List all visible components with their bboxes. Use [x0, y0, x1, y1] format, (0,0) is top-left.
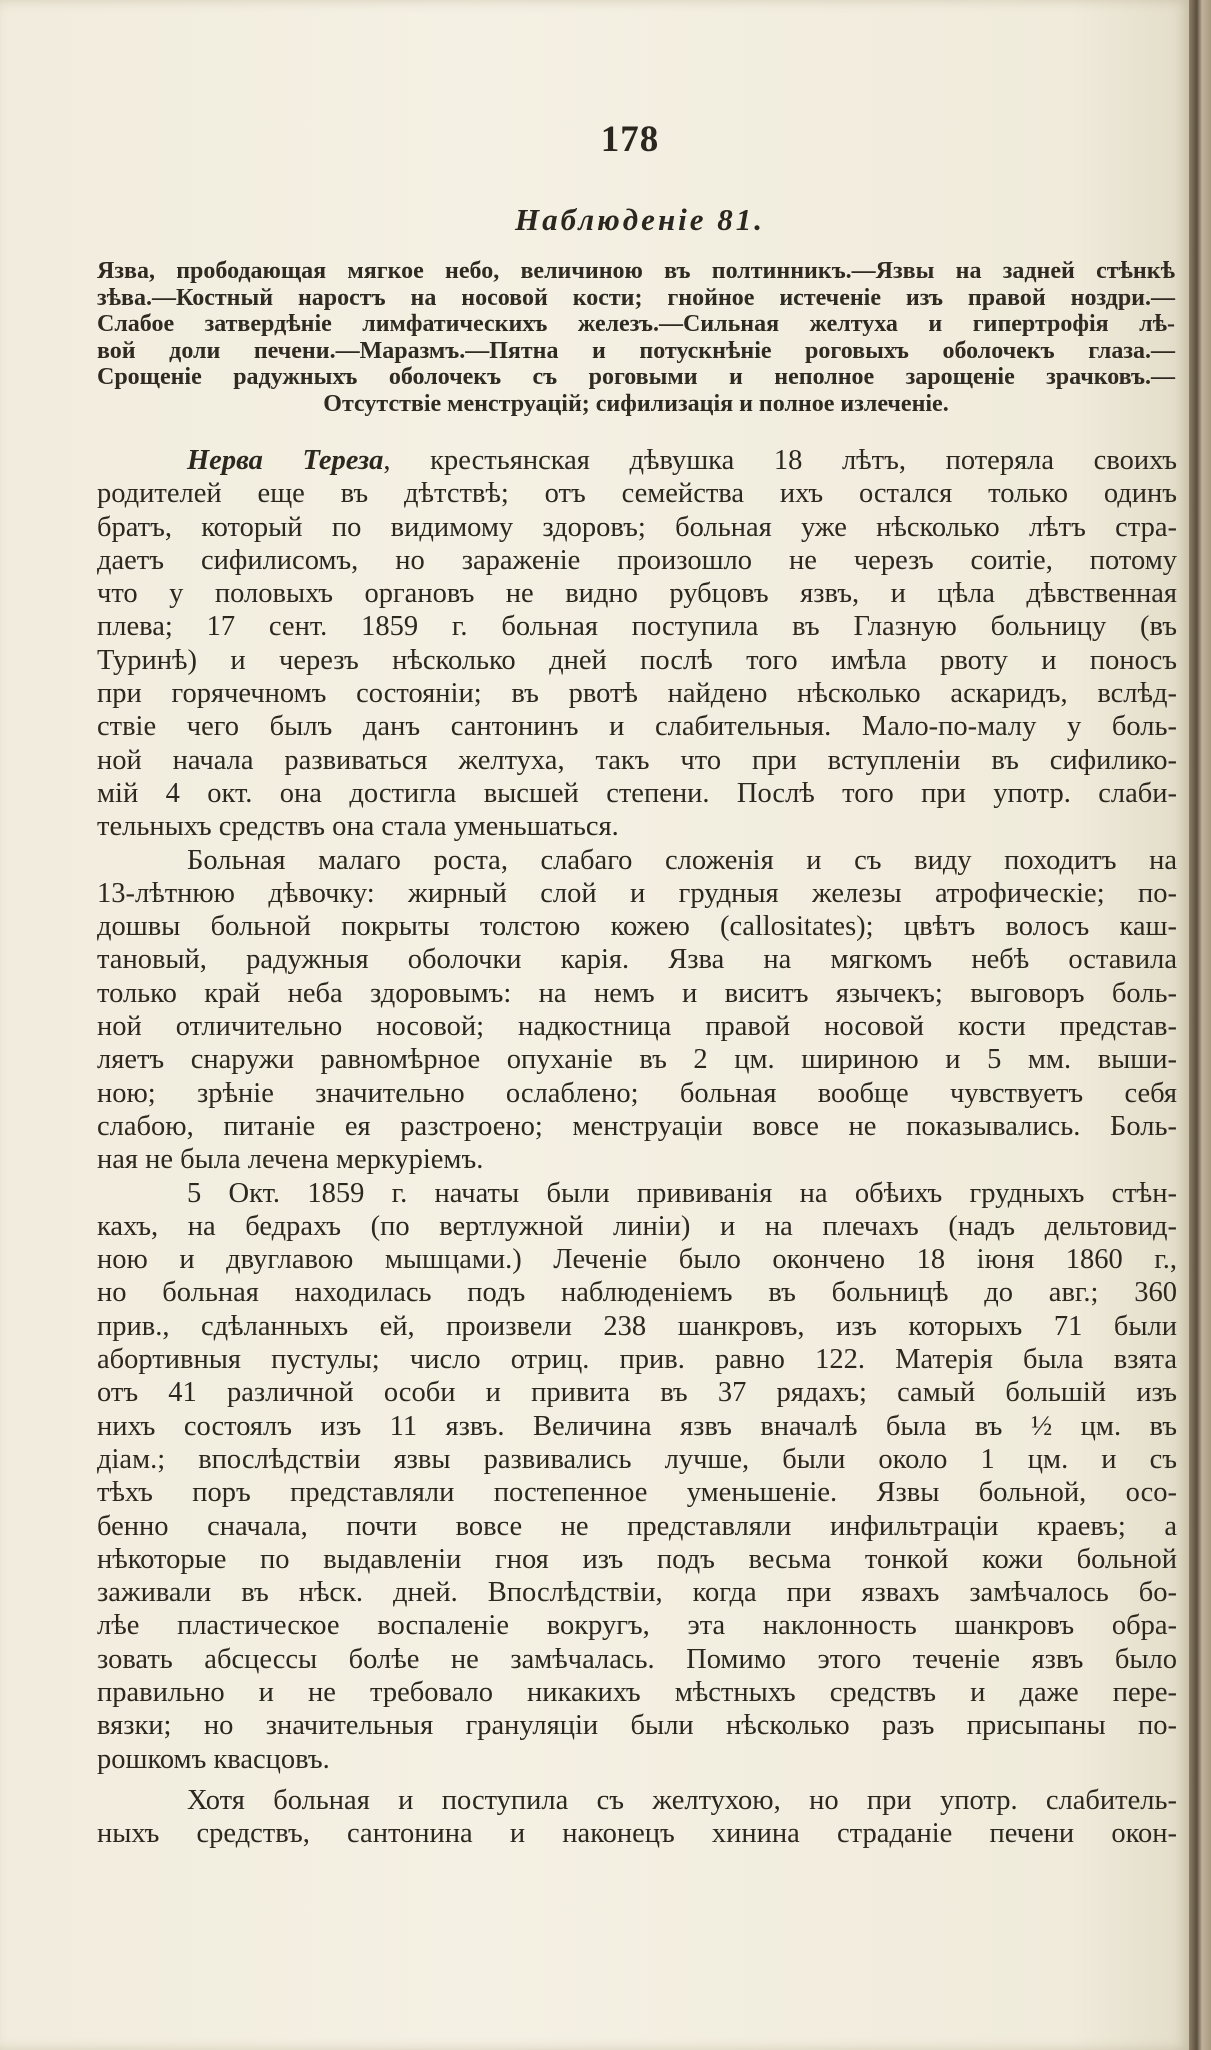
paragraph-1-line: плева; 17 сент. 1859 г. больная поступила въ Глазную больницу (въ [97, 611, 1177, 643]
paragraph-3-first-line: 5 Окт. 1859 г. начаты были прививанія на обѣихъ грудныхъ стѣн- [187, 1177, 1177, 1209]
paragraph-1-line: братъ, который по видимому здоровъ; больная уже нѣсколько лѣтъ стра- [97, 511, 1177, 543]
paragraph-1-line: мій 4 окт. она достигла высшей степени. Послѣ того при употр. слаби- [97, 777, 1177, 809]
paragraph-3-line: тѣхъ поръ представляли постепенное уменьшеніе. Язвы больной, осо- [97, 1477, 1177, 1509]
paragraph-3-line: діам.; впослѣдствіи язвы развивались лучше, были около 1 цм. и съ [97, 1443, 1177, 1475]
paragraph-1-line: Туринѣ) и черезъ нѣсколько дней послѣ того имѣла рвоту и поносъ [97, 644, 1177, 676]
paragraph-3-line: но больная находилась подъ наблюденіемъ въ больницѣ до авг.; 360 [97, 1277, 1177, 1309]
paragraph-1-last-line: тельныхъ средствъ она стала уменьшаться. [97, 811, 619, 843]
paragraph-3-line: заживали въ нѣск. дней. Впослѣдствіи, когда при язвахъ замѣчалось бо- [97, 1577, 1177, 1609]
paragraph-2-line: ляетъ снаружи равномѣрное опуханіе въ 2 цм. шириною и 5 мм. выши- [97, 1044, 1177, 1076]
paragraph-3-line: бенно сначала, почти вовсе не представляли инфильтраціи краевъ; а [97, 1510, 1177, 1542]
paragraph-2-first-line: Больная малаго роста, слабаго сложенія и съ виду походитъ на [187, 844, 1177, 876]
summary-line: вой доли печени.—Маразмъ.—Пятна и потускнѣніе роговыхъ оболочекъ глаза.— [97, 337, 1175, 364]
paragraph-2-line: слабою, питаніе ея разстроено; менструаціи вовсе не показывались. Боль- [97, 1110, 1177, 1142]
paragraph-4-first-line: Хотя больная и поступила съ желтухою, но при употр. слабитель- [187, 1784, 1177, 1816]
paragraph-3-line: кахъ, на бедрахъ (по вертлужной линіи) и на плечахъ (надъ дельтовид- [97, 1210, 1177, 1242]
paragraph-3-line: нѣкоторые по выдавленіи гноя изъ подъ весьма тонкой кожи больной [97, 1543, 1177, 1575]
paragraph-2-line: тановый, радужныя оболочки карія. Язва на мягкомъ небѣ оставила [97, 944, 1177, 976]
summary-line: Срощеніе радужныхъ оболочекъ съ роговыми и неполное зарощеніе зрачковъ.— [97, 364, 1175, 390]
paragraph-4-line: ныхъ средствъ, сантонина и наконецъ хинина страданіе печени окон- [97, 1818, 1177, 1850]
paragraph-1-first-line [97, 444, 1177, 477]
paragraph-1-line: родителей еще въ дѣтствѣ; отъ семейства ихъ остался только одинъ [97, 478, 1177, 510]
paragraph-2-line: только край неба здоровымъ: на немъ и виситъ язычекъ; выговоръ боль- [97, 977, 1177, 1009]
summary-line: Отсутствіе менструацій; сифилизація и полное излеченіе. [323, 390, 949, 417]
observation-title: Наблюденіе 81. [514, 202, 766, 237]
paragraph-2-last-line: ная не была лечена меркуріемъ. [97, 1144, 484, 1176]
paragraph-1-line: ной начала развиваться желтуха, такъ что при вступленіи въ сифилико- [97, 744, 1177, 776]
page-number: 178 [600, 119, 660, 160]
summary-line: Слабое затвердѣніе лимфатическихъ железъ.—Сильная желтуха и гипертрофія лѣ- [97, 311, 1175, 337]
paragraph-3-last-line: рошкомъ квасцовъ. [97, 1743, 330, 1775]
paragraph-gap [97, 1776, 1177, 1784]
paragraph-3-line: прив., сдѣланныхъ ей, произвели 238 шанкровъ, изъ которыхъ 71 были [97, 1310, 1177, 1342]
body-text [97, 444, 1177, 1850]
paragraph-3-line: отъ 41 различной особи и привита въ 37 рядахъ; самый большій изъ [97, 1377, 1177, 1409]
paragraph-1-line: при горячечномъ состояніи; въ рвотѣ найдено нѣсколько аскаридъ, вслѣд- [97, 678, 1177, 710]
paragraph-2-line: 13-лѣтнюю дѣвочку: жирный слой и грудныя железы атрофическіе; по- [97, 877, 1177, 909]
patient-name: Нерва Тереза [187, 445, 384, 476]
paragraph-3-line: ною и двуглавою мышцами.) Леченіе было окончено 18 іюня 1860 г., [97, 1244, 1177, 1276]
paragraph-1-line: ствіе чего былъ данъ сантонинъ и слабительныя. Мало-по-малу у боль- [97, 711, 1177, 743]
paragraph-1-line: что у половыхъ органовъ не видно рубцовъ язвъ, и цѣла дѣвственная [97, 578, 1177, 610]
summary-line: Язва, прободающая мягкое небо, величиною въ полтинникъ.—Язвы на задней стѣнкѣ [97, 258, 1175, 284]
paragraph-3-line: лѣе пластическое воспаленіе вокругъ, эта наклонность шанкровъ обра- [97, 1610, 1177, 1642]
paragraph-3-line: зовать абсцессы болѣе не замѣчалась. Помимо этого теченіе язвъ было [97, 1643, 1177, 1675]
paragraph-3-line: нихъ состоялъ изъ 11 язвъ. Величина язвъ вначалѣ была въ ½ цм. въ [97, 1410, 1177, 1442]
paragraph-1-first-rest: , крестьянская дѣвушка 18 лѣтъ, потеряла своихъ [383, 445, 1177, 476]
paragraph-2-line: ною; зрѣніе значительно ослаблено; больная вообще чувствуетъ себя [97, 1077, 1177, 1109]
observation-summary [97, 258, 1175, 417]
page-gutter-edge [1189, 0, 1211, 2050]
paragraph-2-line: дошвы больной покрыты толстою кожею (callositates); цвѣтъ волосъ каш- [97, 911, 1177, 943]
paragraph-1-line: даетъ сифилисомъ, но зараженіе произошло не черезъ соитіе, потому [97, 544, 1177, 576]
paragraph-2-line: ной отличительно носовой; надкостница правой носовой кости представ- [97, 1011, 1177, 1043]
paragraph-3-line: вязки; но значительныя грануляціи были нѣсколько разъ присыпаны по- [97, 1710, 1177, 1742]
summary-line: зѣва.—Костный наростъ на носовой кости; гнойное истеченіе изъ правой ноздри.— [97, 284, 1175, 311]
paragraph-3-line: абортивныя пустулы; число отриц. прив. равно 122. Матерія была взята [97, 1344, 1177, 1376]
paragraph-3-line: правильно и не требовало никакихъ мѣстныхъ средствъ и даже пере- [97, 1676, 1177, 1708]
